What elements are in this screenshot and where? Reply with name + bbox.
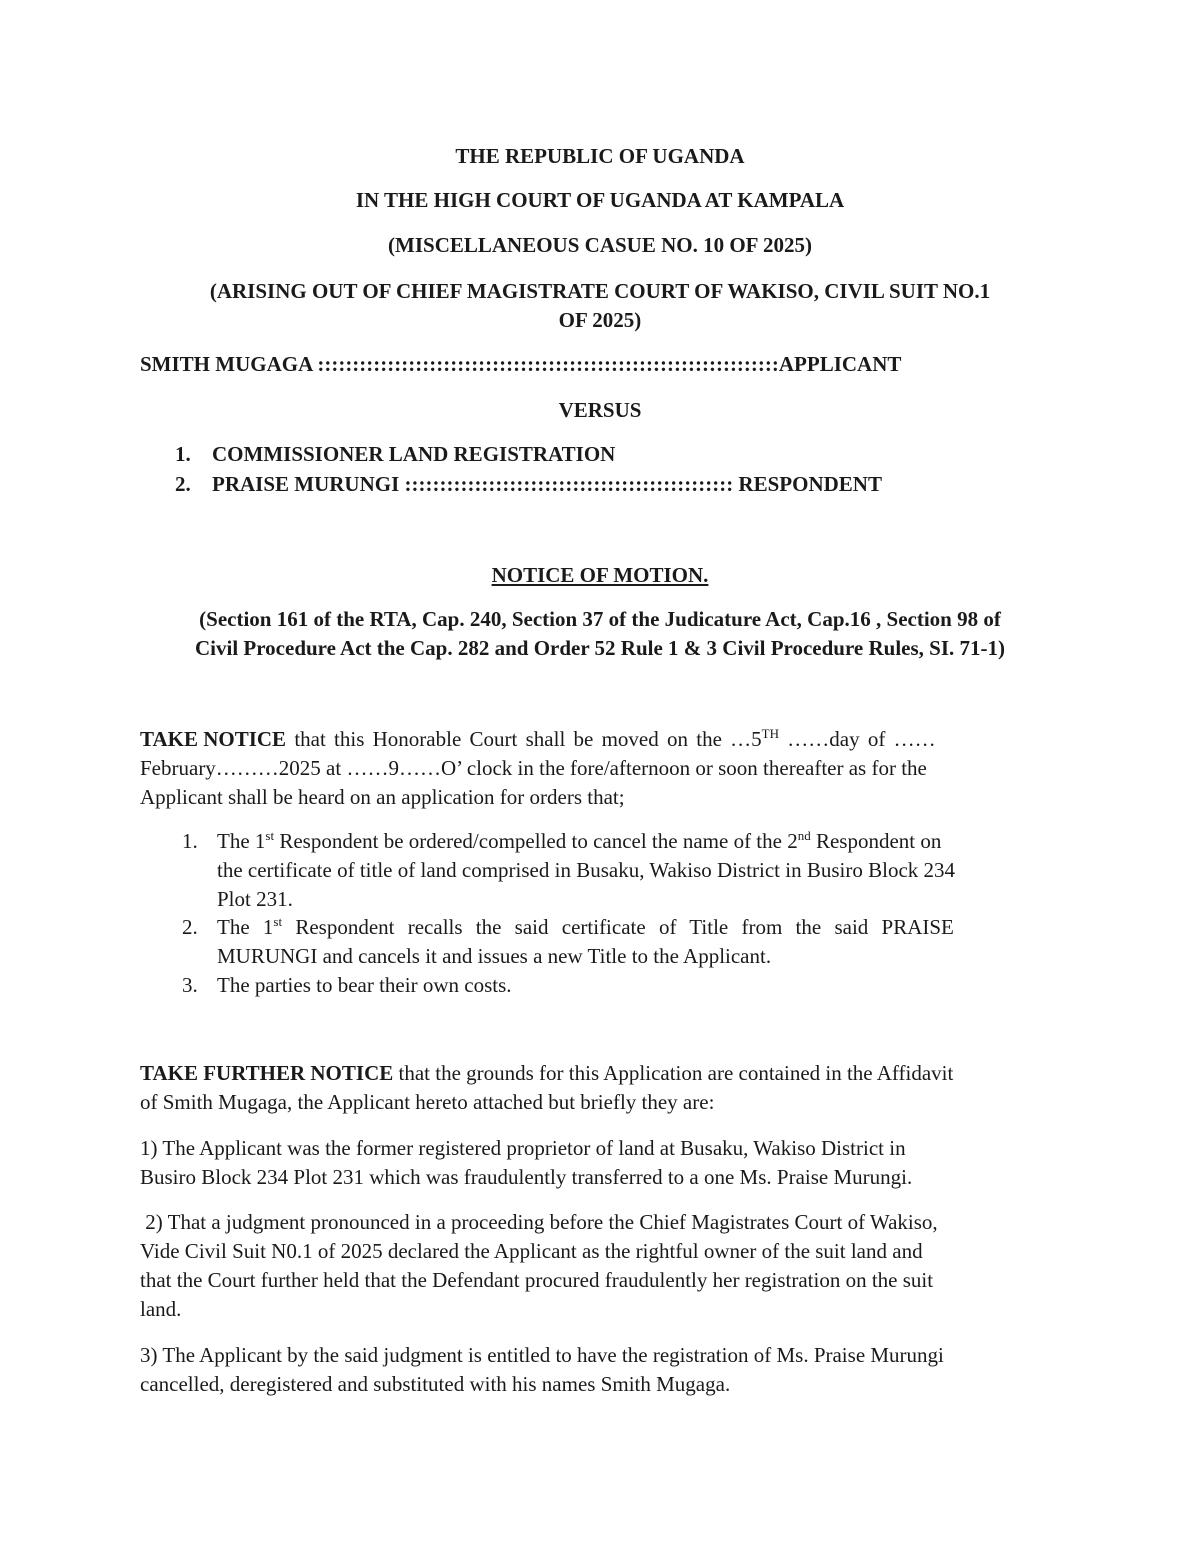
order-1-sup-st: st xyxy=(265,828,275,843)
ground-3-line2: cancelled, deregistered and substituted with his names Smith Mugaga. xyxy=(140,1372,731,1396)
ground-1-line2: Busiro Block 234 Plot 231 which was fraudulently transferred to a one Ms. Praise Murungi. xyxy=(140,1165,913,1189)
ground-2-line2: Vide Civil Suit N0.1 of 2025 declared the Applicant as the rightful owner of the suit land and xyxy=(140,1239,923,1263)
order-1-text-b: Respondent be ordered/compelled to cancel the name of the 2 xyxy=(274,829,798,853)
motion-authority-line2: Civil Procedure Act the Cap. 282 and Order 52 Rule 1 & 3 Civil Procedure Rules, SI. 71-1) xyxy=(194,636,1006,660)
order-3-number: 3. xyxy=(182,973,198,997)
order-1-line2: the certificate of title of land comprised in Busaku, Wakiso District in Busiro Block 234 xyxy=(217,858,956,882)
heading-arising-line1: (ARISING OUT OF CHIEF MAGISTRATE COURT OF WAKISO, CIVIL SUIT NO.1 xyxy=(209,279,991,303)
heading-court: IN THE HIGH COURT OF UGANDA AT KAMPALA xyxy=(355,188,845,212)
ground-2-line4: land. xyxy=(140,1297,182,1321)
notice-line2: February………2025 at ……9……O’ clock in the fore/afternoon or soon thereafter as for the xyxy=(140,756,927,780)
ground-3-line1: 3) The Applicant by the said judgment is entitled to have the registration of Ms. Praise Murungi xyxy=(140,1343,944,1367)
respondent-2-name: PRAISE MURUNGI ::::::::::::::::::::::::::::::::::::::::::::::: RESPONDENT xyxy=(212,472,882,496)
order-2-line2: MURUNGI and cancels it and issues a new Title to the Applicant. xyxy=(217,944,772,968)
further-line2: of Smith Mugaga, the Applicant hereto attached but briefly they are: xyxy=(140,1090,715,1114)
notice-day-suffix: TH xyxy=(761,726,779,741)
further-line1-text: that the grounds for this Application are contained in the Affidavit xyxy=(393,1061,954,1085)
order-1-text-a: The 1 xyxy=(217,829,266,853)
ground-2-line1: 2) That a judgment pronounced in a proceeding before the Chief Magistrates Court of Wakiso, xyxy=(140,1210,938,1234)
heading-arising-line2: OF 2025) xyxy=(558,308,642,332)
motion-title-text: NOTICE OF MOTION. xyxy=(491,563,709,587)
take-notice-lead: TAKE NOTICE xyxy=(140,727,287,751)
order-1-number: 1. xyxy=(182,829,198,853)
notice-line1-text: that this Honorable Court shall be moved on the …5 xyxy=(286,727,762,751)
order-1-line3: Plot 231. xyxy=(217,887,293,911)
order-1-text-c: Respondent on xyxy=(810,829,942,853)
ground-1-line1: 1) The Applicant was the former registered proprietor of land at Busaku, Wakiso District in xyxy=(140,1136,906,1160)
notice-line1 xyxy=(140,725,1060,754)
notice-line3: Applicant shall be heard on an application for orders that; xyxy=(140,785,625,809)
order-2-line1 xyxy=(217,913,1062,942)
respondent-1-name: COMMISSIONER LAND REGISTRATION xyxy=(212,442,616,466)
order-1-line1 xyxy=(217,827,1062,856)
order-1-sup-nd: nd xyxy=(797,828,811,843)
order-3-line1: The parties to bear their own costs. xyxy=(217,973,512,997)
take-further-notice-lead: TAKE FURTHER NOTICE xyxy=(140,1061,394,1085)
ground-2-line3: that the Court further held that the Defendant procured fraudulently her registration on the suit xyxy=(140,1268,934,1292)
respondent-1-number: 1. xyxy=(175,442,191,466)
motion-authority-line1: (Section 161 of the RTA, Cap. 240, Section 37 of the Judicature Act, Cap.16 , Section 98 of xyxy=(199,607,1001,631)
respondent-2-number: 2. xyxy=(175,472,191,496)
order-2-number: 2. xyxy=(182,915,198,939)
further-line1 xyxy=(140,1059,1060,1088)
order-2-text-b: Respondent recalls the said certificate of Title from the said PRAISE xyxy=(282,915,954,939)
applicant-line: SMITH MUGAGA ::::::::::::::::::::::::::::::::::::::::::::::::::::::::::::::::::APPLICANT xyxy=(140,352,902,376)
order-2-sup-st: st xyxy=(273,914,283,929)
heading-republic: THE REPUBLIC OF UGANDA xyxy=(455,144,745,168)
order-2-text-a: The 1 xyxy=(217,915,274,939)
motion-title xyxy=(140,561,1060,590)
notice-line1-end: ……day of …… xyxy=(779,727,936,751)
versus-label: VERSUS xyxy=(558,398,642,422)
heading-case-number: (MISCELLANEOUS CASUE NO. 10 OF 2025) xyxy=(388,233,812,257)
